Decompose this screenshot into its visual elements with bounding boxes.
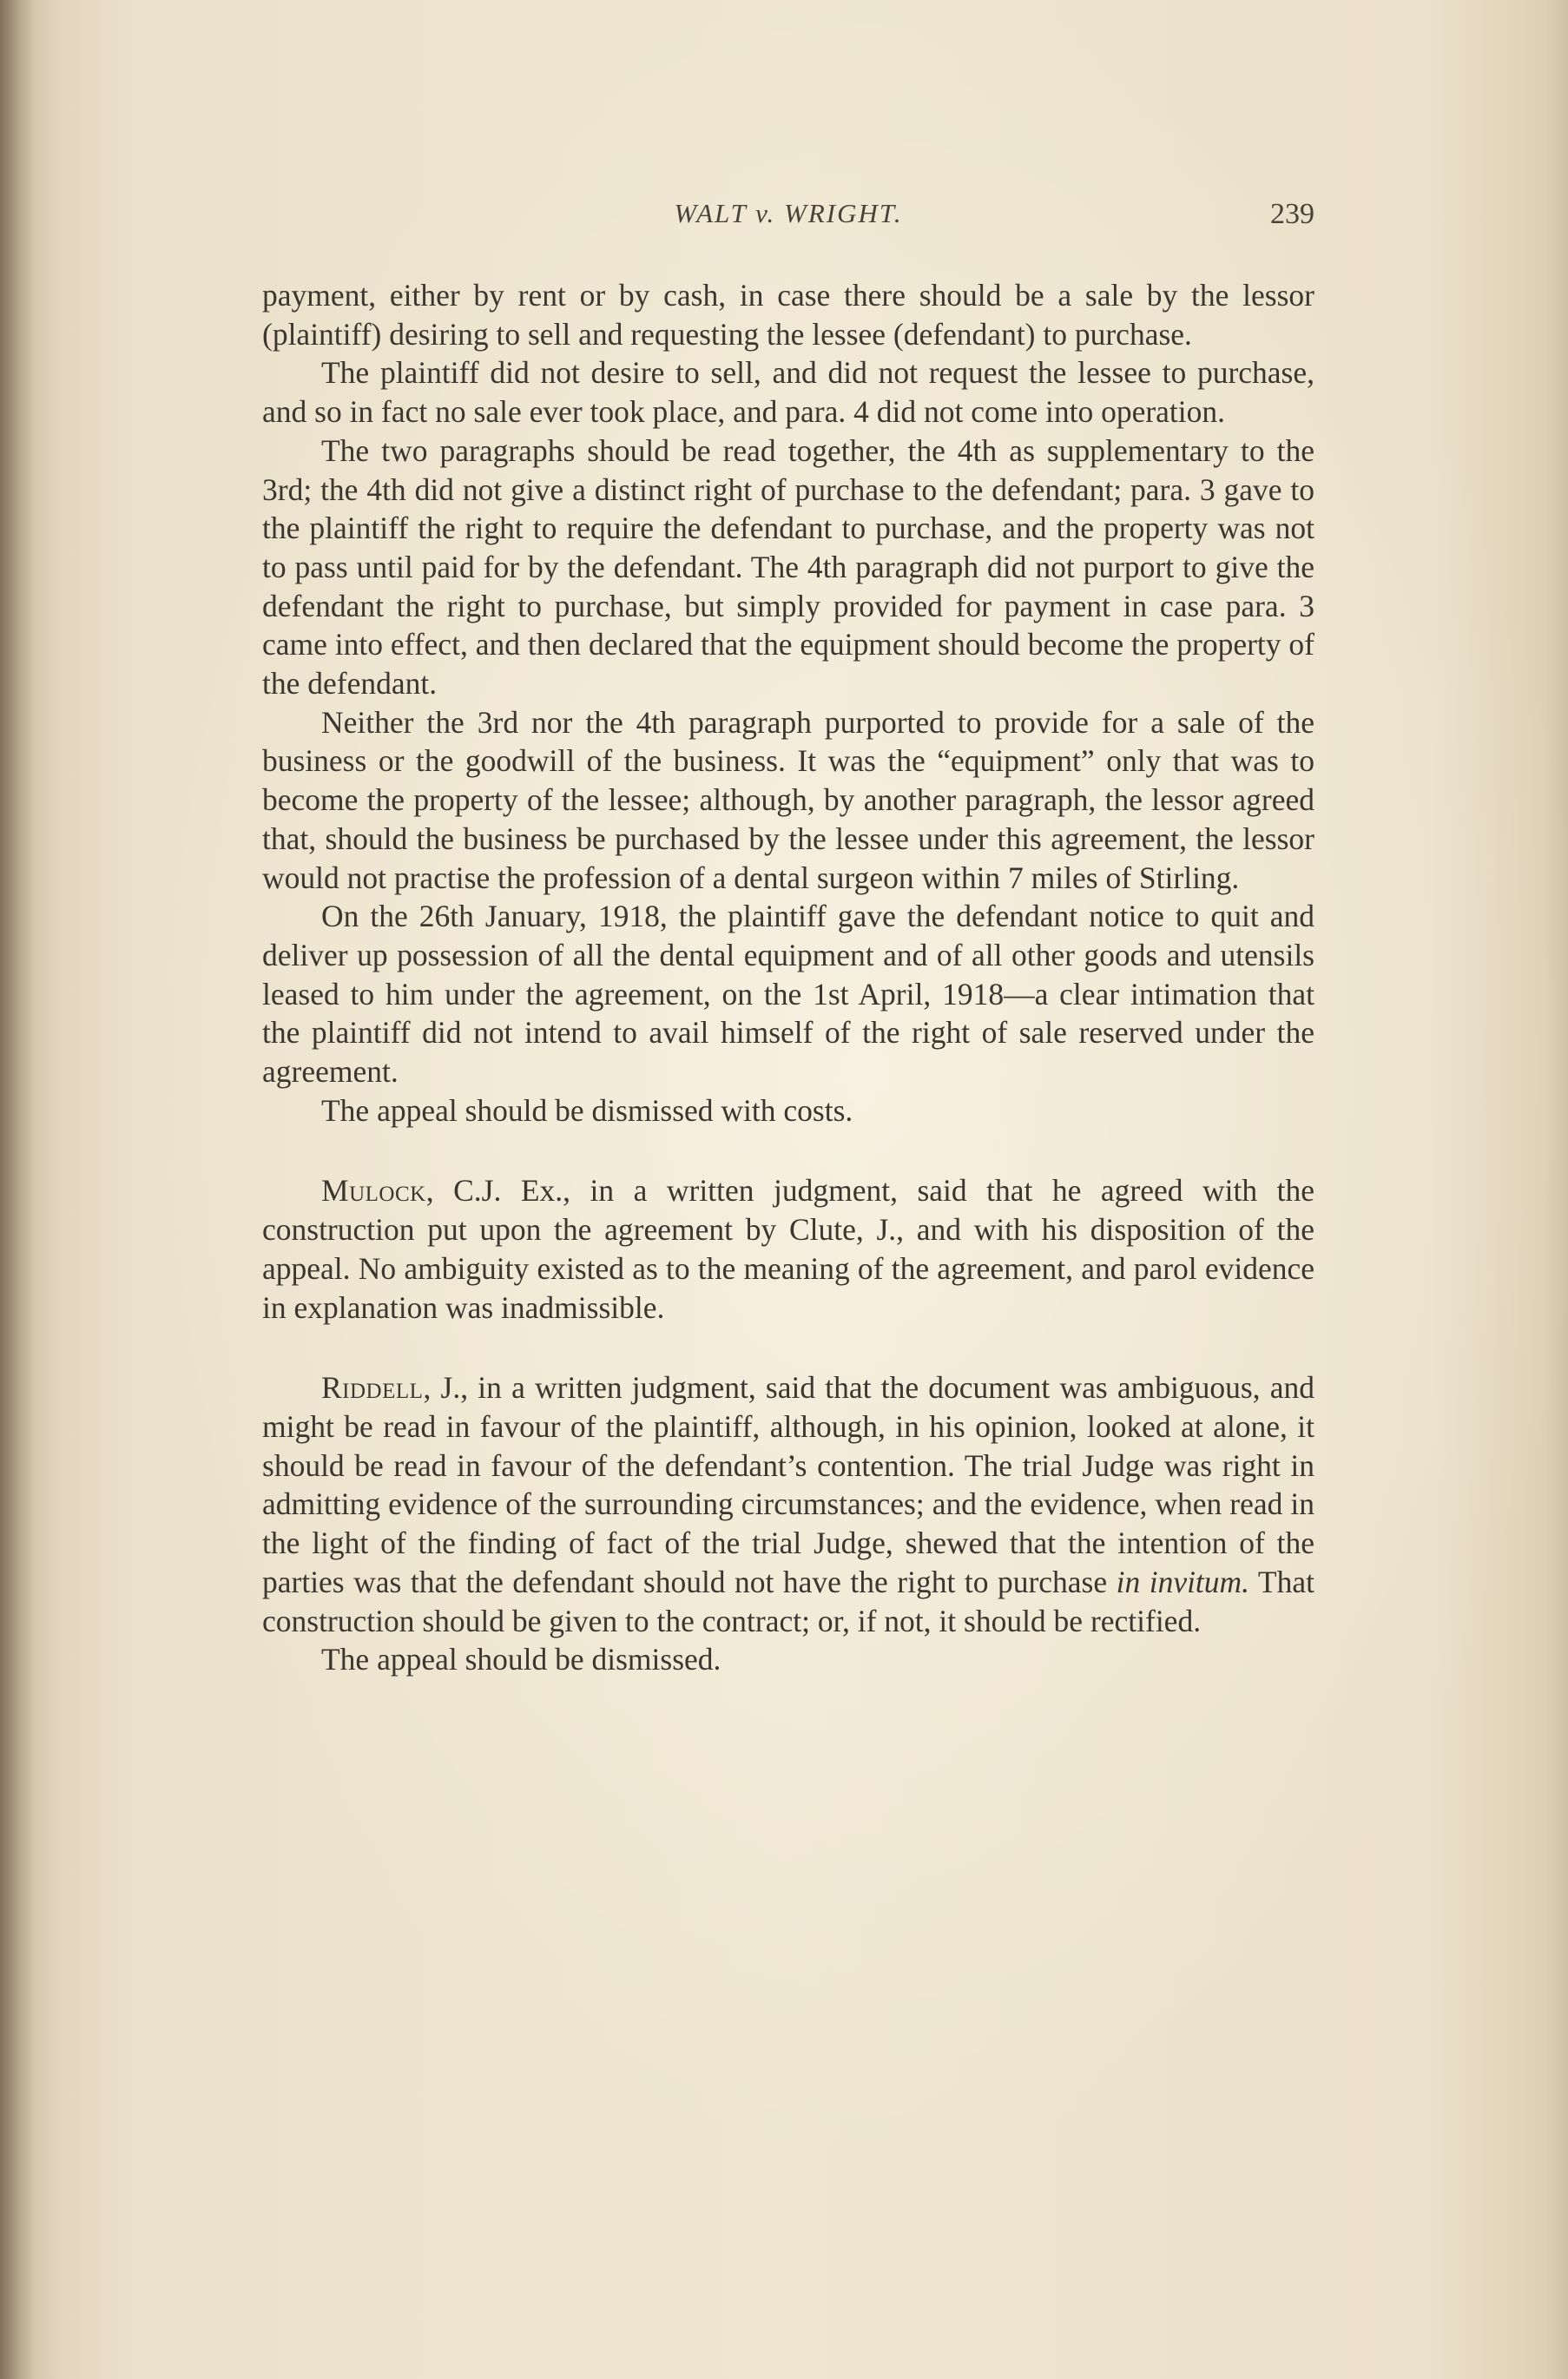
mulock-judgment-text: , C.J. Ex., in a written judgment, said that he agreed with the construction put upon the agreement by Clute, J., and with his disposition of the appeal. No ambiguity existed as to the meaning of the agreement, and parol evidence in explanation was inadmissible. [262,1173,1314,1325]
judge-name-riddell: Riddell [321,1370,424,1406]
riddell-judgment-text: , J., in a written judgment, said that the document was ambiguous, and might be read in favour of the plaintiff, although, in his opinion, looked at alone, it should be read in favour of the defendant’s contention. The trial Judge was right in admitting evidence of the surrounding circumstances; and the evidence, when read in the light of the finding of fact of the trial Judge, shewed that the intention of the parties was that the defendant should not have the right to purchase [262,1370,1314,1599]
riddell-conclusion: The appeal should be dismissed. [321,1642,721,1677]
paragraph: Neither the 3rd nor the 4th paragraph purported to provide for a sale of the business or the goodwill of the business. It was the “equipment” only that was to become the property of the lessee; although, by another paragraph, the lessor agreed that, should the business be purchased by the lessee under this agreement, the lessor would not practise the profession of a dental surgeon within 7 miles of Stirling. [262,704,1314,895]
page-gutter-shadow [0,0,35,2379]
running-title: WALT v. WRIGHT. [674,198,903,228]
paragraph: The two paragraphs should be read together, the 4th as supplementary to the 3rd; the 4th did not give a distinct right of purchase to the defendant; para. 3 gave to the plaintiff the right to require the defendant to purchase, and the property was not to pass until paid for by the defendant. The 4th paragraph did not purport to give the defendant the right to purchase, but simply provided for payment in case para. 3 came into effect, and then declared that the equipment should become the property of the defendant. [262,432,1314,702]
page-header [262,198,1314,241]
page-number: 239 [1270,198,1314,230]
paragraph-continuation: payment, either by rent or by cash, in case there should be a sale by the lessor (plaintiff) desiring to sell and requesting the lessee (defendant) to purchase. [262,278,1314,352]
mulock-judgment [262,1171,1314,1327]
page-body [262,276,1314,1679]
paragraph: On the 26th January, 1918, the plaintiff gave the defendant notice to quit and deliver up possession of all the dental equipment and of all other goods and utensils leased to him under the agreement, on the 1st April, 1918—a clear intimation that the plaintiff did not intend to avail himself of the right of sale reserved under the agreement. [262,899,1314,1090]
paragraph-conclusion: The appeal should be dismissed with costs. [321,1092,853,1128]
latin-phrase: in invitum. [1116,1564,1250,1599]
judge-name-mulock: Mulock [321,1173,426,1209]
paragraph: The plaintiff did not desire to sell, and did not request the lessee to purchase, and so in fact no sale ever took place, and para. 4 did not come into operation. [262,355,1314,430]
riddell-judgment-text-end: That construction should be given to the contract; or, if not, it should be rectified. [262,1564,1314,1638]
riddell-judgment [262,1368,1314,1640]
